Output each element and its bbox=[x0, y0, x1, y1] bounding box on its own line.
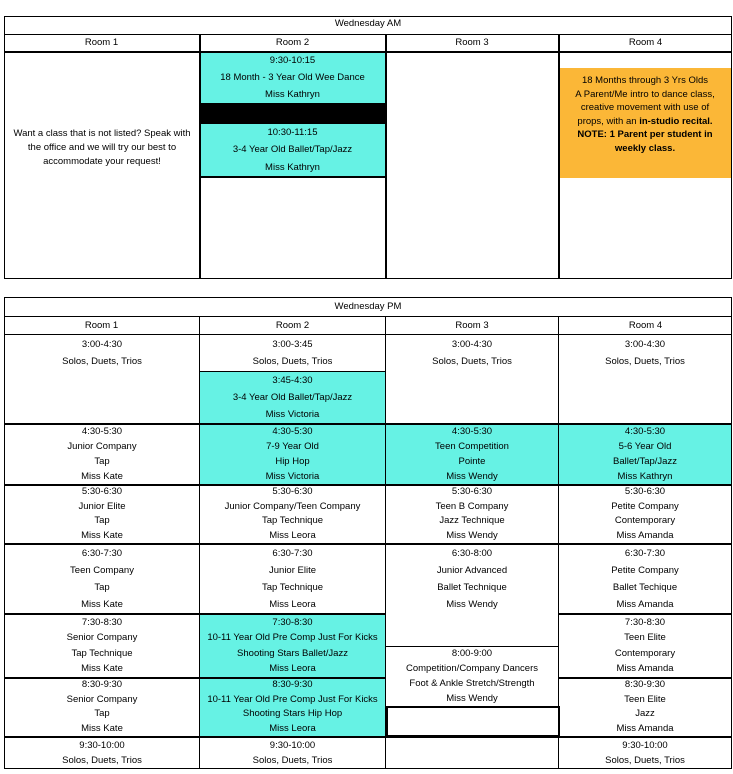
pm-r2-slot bbox=[200, 425, 385, 484]
am-col-divider-2 bbox=[385, 34, 387, 279]
am-header-room2: Room 2 bbox=[275, 37, 310, 48]
class-time: 9:30-10:15 bbox=[269, 54, 316, 66]
pm-r4-slot bbox=[559, 545, 731, 613]
schedule-text: 6:30-7:30 bbox=[272, 547, 313, 559]
schedule-text: NOTE: 1 Parent per student in bbox=[577, 129, 713, 140]
schedule-text: Pointe bbox=[458, 455, 486, 467]
schedule-text: Teen Elite bbox=[624, 632, 666, 644]
pm-r3-empty-box bbox=[386, 706, 560, 737]
schedule-text: 3:45-4:30 bbox=[272, 374, 313, 386]
pm-r3-slot bbox=[386, 485, 558, 543]
room4-line bbox=[559, 115, 731, 129]
schedule-text: Contemporary bbox=[614, 647, 676, 659]
schedule-text: 6:30-8:00 bbox=[451, 547, 493, 559]
schedule-text: 7:30-8:30 bbox=[81, 616, 123, 628]
pm-r3-slot bbox=[386, 425, 558, 484]
schedule-text: Ballet Techique bbox=[612, 581, 678, 593]
schedule-text: Miss Amanda bbox=[616, 722, 674, 734]
schedule-text: Shooting Stars Ballet/Jazz bbox=[237, 647, 348, 659]
schedule-text: Miss Kate bbox=[81, 529, 123, 541]
schedule-text: Petite Company bbox=[611, 564, 679, 576]
schedule-text: Ballet Technique bbox=[437, 581, 507, 593]
schedule-text: Miss Leora bbox=[269, 529, 316, 541]
schedule-text: Shooting Stars Hip Hop bbox=[242, 708, 343, 720]
schedule-text: 3:00-4:30 bbox=[81, 339, 123, 350]
schedule-text: Junior Company bbox=[67, 441, 137, 453]
pm-r1-slot bbox=[5, 425, 199, 484]
schedule-text: Miss Amanda bbox=[616, 598, 674, 610]
pm-r2-slot bbox=[200, 545, 385, 613]
schedule-text: Tap Technique bbox=[261, 581, 324, 593]
am-room2-class2 bbox=[200, 124, 385, 177]
schedule-text: 8:30-9:30 bbox=[81, 679, 123, 691]
schedule-text: Teen Elite bbox=[624, 693, 666, 705]
schedule-text: 5:30-6:30 bbox=[272, 486, 313, 498]
schedule-text: Miss Amanda bbox=[616, 663, 674, 675]
schedule-text: Hip Hop bbox=[275, 455, 310, 467]
schedule-text: 6:30-7:30 bbox=[624, 547, 666, 559]
schedule-text: Miss Victoria bbox=[265, 408, 320, 420]
room4-line: creative movement with use of bbox=[580, 102, 710, 113]
schedule-text: Ballet/Tap/Jazz bbox=[613, 455, 677, 467]
pm-r1-slot bbox=[5, 615, 199, 677]
pm-r2-slot bbox=[200, 738, 385, 768]
schedule-text: 10-11 Year Old Pre Comp Just For Kicks bbox=[207, 632, 378, 644]
schedule-text: Solos, Duets, Trios bbox=[62, 356, 142, 367]
schedule-text: Miss Wendy bbox=[446, 598, 498, 610]
pm-r3-slot bbox=[386, 647, 558, 706]
schedule-text: Miss Amanda bbox=[616, 529, 674, 541]
schedule-text: 4:30-5:30 bbox=[451, 426, 493, 438]
room4-line-plain: props, with an bbox=[577, 115, 640, 127]
pm-r2-slot bbox=[200, 485, 385, 543]
schedule-text: Senior Company bbox=[66, 693, 138, 705]
schedule-text: 3:00-3:45 bbox=[272, 339, 313, 350]
schedule-text: 8:30-9:30 bbox=[272, 679, 313, 691]
schedule-text: Teen B Company bbox=[435, 500, 509, 512]
schedule-text: Miss Wendy bbox=[446, 470, 498, 482]
schedule-text: Miss Kathryn bbox=[617, 470, 673, 482]
schedule-text: 7-9 Year Old bbox=[266, 441, 319, 453]
schedule-text: Jazz bbox=[635, 708, 655, 720]
schedule-text: Miss Wendy bbox=[446, 529, 498, 541]
class-name: 18 Month - 3 Year Old Wee Dance bbox=[220, 71, 365, 83]
schedule-text: 7:30-8:30 bbox=[272, 616, 313, 628]
schedule-text: Miss Kate bbox=[81, 663, 123, 675]
schedule-text: Junior Elite bbox=[78, 500, 126, 512]
am-header-room4: Room 4 bbox=[628, 37, 663, 48]
schedule-text: Senior Company bbox=[66, 632, 138, 644]
room4-note-line bbox=[559, 128, 731, 142]
schedule-text: Foot & Ankle Stretch/Strength bbox=[409, 677, 535, 689]
class-name: 3-4 Year Old Ballet/Tap/Jazz bbox=[232, 144, 353, 156]
pm-r2-slot bbox=[200, 372, 385, 423]
schedule-text: 5:30-6:30 bbox=[81, 486, 123, 498]
schedule-text: 5:30-6:30 bbox=[451, 486, 493, 498]
schedule-text: Solos, Duets, Trios bbox=[605, 356, 685, 367]
schedule-text: Tap Technique bbox=[261, 515, 324, 527]
pm-r3-slot bbox=[386, 336, 558, 370]
pm-title-divider bbox=[4, 316, 732, 317]
schedule-text: 5-6 Year Old bbox=[618, 441, 672, 453]
schedule-text: 8:00-9:00 bbox=[451, 648, 493, 660]
am-header-room1: Room 1 bbox=[84, 37, 119, 48]
pm-r1-slot bbox=[5, 545, 199, 613]
schedule-text: 10-11 Year Old Pre Comp Just For Kicks bbox=[207, 693, 378, 705]
am-col-divider-3 bbox=[558, 34, 560, 279]
schedule-text: Miss Wendy bbox=[446, 692, 498, 704]
schedule-text: Solos, Duets, Trios bbox=[252, 754, 333, 766]
am-title: Wednesday AM bbox=[334, 18, 402, 29]
schedule-text: Solos, Duets, Trios bbox=[62, 754, 142, 766]
schedule-text: Solos, Duets, Trios bbox=[432, 356, 512, 367]
schedule-text: 9:30-10:00 bbox=[269, 739, 316, 751]
pm-r4-slot bbox=[559, 615, 731, 677]
pm-r4-slot bbox=[559, 425, 731, 484]
schedule-text: 9:30-10:00 bbox=[622, 739, 668, 751]
pm-r3-slot bbox=[386, 545, 558, 613]
schedule-text: Miss Leora bbox=[269, 598, 316, 610]
schedule-text: 5:30-6:30 bbox=[624, 486, 666, 498]
schedule-text: Teen Competition bbox=[435, 441, 509, 453]
am-header-room3: Room 3 bbox=[455, 37, 489, 48]
class-time: 10:30-11:15 bbox=[267, 126, 318, 138]
pm-r1-slot bbox=[5, 678, 199, 736]
schedule-text: Miss Kate bbox=[81, 470, 123, 482]
schedule-text: Solos, Duets, Trios bbox=[605, 754, 685, 766]
schedule-text: Miss Leora bbox=[269, 663, 316, 675]
pm-r2-slot bbox=[200, 615, 385, 677]
schedule-text: Tap bbox=[94, 515, 110, 527]
schedule-text: Tap bbox=[94, 708, 110, 720]
pm-header-room4: Room 4 bbox=[628, 320, 663, 331]
schedule-text: weekly class. bbox=[614, 142, 676, 154]
room4-line: 18 Months through 3 Yrs Olds bbox=[581, 75, 709, 86]
room4-line-bold: in-studio recital. bbox=[639, 115, 713, 127]
schedule-text: Junior Company/Teen Company bbox=[224, 500, 361, 512]
schedule-text: Jazz Technique bbox=[439, 515, 505, 527]
class-teacher: Miss Kathryn bbox=[265, 88, 320, 100]
schedule-text: Tap bbox=[94, 455, 110, 467]
schedule-text: Miss Leora bbox=[269, 722, 316, 734]
pm-header-room3: Room 3 bbox=[455, 320, 489, 331]
schedule-text: 9:30-10:00 bbox=[79, 739, 125, 751]
pm-r4-slot bbox=[559, 336, 731, 370]
schedule-text: Solos, Duets, Trios bbox=[252, 356, 333, 367]
pm-r4-slot bbox=[559, 485, 731, 543]
schedule-text: Junior Advanced bbox=[436, 564, 508, 576]
am-room4-description bbox=[559, 74, 731, 155]
class-teacher: Miss Kathryn bbox=[265, 162, 320, 174]
schedule-text: 4:30-5:30 bbox=[81, 426, 123, 438]
schedule-text: 4:30-5:30 bbox=[272, 426, 313, 438]
schedule-text: Competition/Company Dancers bbox=[405, 663, 538, 675]
pm-r2-slot bbox=[200, 336, 385, 370]
pm-header-room2: Room 2 bbox=[275, 320, 310, 331]
schedule-text: 3:00-4:30 bbox=[451, 339, 493, 350]
schedule-text: Petite Company bbox=[611, 500, 679, 512]
schedule-text: 7:30-8:30 bbox=[624, 616, 666, 628]
schedule-text: Teen Company bbox=[70, 564, 134, 576]
schedule-text: 8:30-9:30 bbox=[624, 679, 666, 691]
schedule-text: Miss Kate bbox=[81, 722, 123, 734]
am-room2-class1 bbox=[200, 52, 385, 103]
schedule-text: Tap bbox=[94, 581, 110, 593]
room4-note-line bbox=[559, 142, 731, 156]
schedule-text: Miss Kate bbox=[81, 598, 123, 610]
schedule-text: Contemporary bbox=[614, 515, 676, 527]
pm-r1-slot bbox=[5, 738, 199, 768]
pm-r2-slot bbox=[200, 678, 385, 736]
pm-r1-slot bbox=[5, 336, 199, 370]
am-title-divider bbox=[4, 34, 732, 35]
pm-r1-slot bbox=[5, 485, 199, 543]
room4-line: A Parent/Me intro to dance class, bbox=[575, 88, 715, 100]
pm-title: Wednesday PM bbox=[334, 301, 402, 312]
schedule-text: 3-4 Year Old Ballet/Tap/Jazz bbox=[232, 391, 353, 403]
pm-r4-slot bbox=[559, 678, 731, 736]
schedule-text: Junior Elite bbox=[269, 564, 316, 576]
pm-header-room1: Room 1 bbox=[84, 320, 119, 331]
schedule-text: 6:30-7:30 bbox=[81, 547, 123, 559]
pm-r4-slot bbox=[559, 738, 731, 768]
am-room1-note: Want a class that is not listed? Speak with the office and we will try our best to accommodate your request! bbox=[13, 128, 191, 167]
pm-header-divider bbox=[4, 334, 732, 335]
schedule-text: 4:30-5:30 bbox=[624, 426, 666, 438]
schedule-text: Tap Technique bbox=[71, 647, 133, 659]
schedule-text: 3:00-4:30 bbox=[624, 339, 666, 350]
schedule-text: Miss Victoria bbox=[265, 470, 320, 482]
